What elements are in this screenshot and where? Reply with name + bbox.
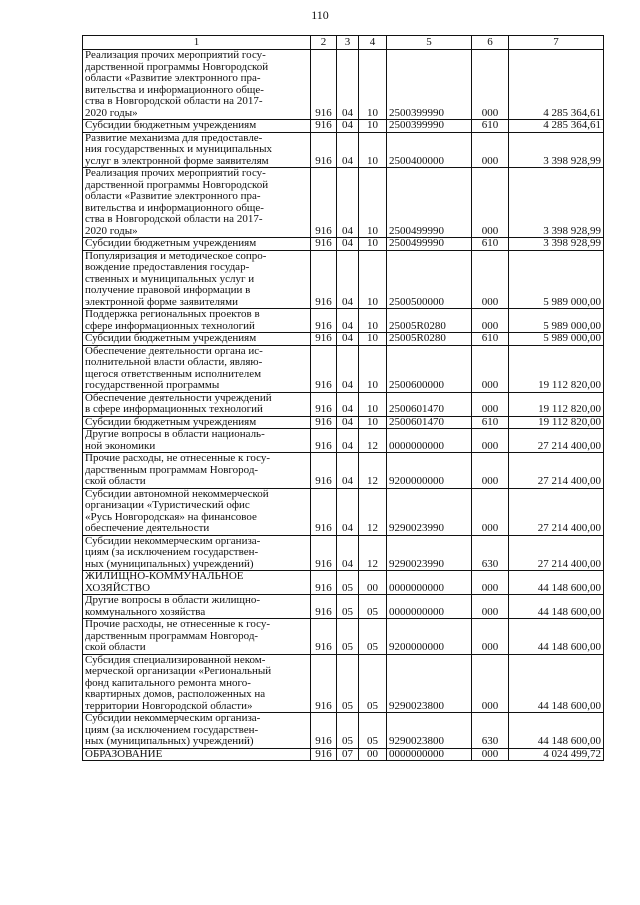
row-name-line: дарственной программы Новгородской [85,178,269,191]
header-col-4: 4 [359,36,387,50]
subsection-code-cell: 05 [359,654,387,713]
expense-type-code-cell: 000 [472,392,509,416]
row-name-line: Развитие механизма для предоставле- [85,132,263,144]
target-item-code-cell: 9290023990 [387,535,472,571]
table-row [83,535,604,571]
header-col-3: 3 [337,36,359,50]
row-name-cell [83,238,311,251]
target-item-code-cell: 2500601470 [387,416,472,429]
amount-cell: 27 214 400,00 [509,488,604,535]
expense-type-code-cell: 000 [472,132,509,168]
expense-type-code-cell: 000 [472,748,509,761]
row-name-cell [83,120,311,133]
ministry-code-cell: 916 [311,453,337,489]
section-code-cell: 05 [337,713,359,749]
amount-cell: 19 112 820,00 [509,345,604,392]
subsection-code-cell: 10 [359,132,387,168]
expense-type-code-cell: 000 [472,453,509,489]
ministry-code-cell: 916 [311,619,337,655]
amount-cell: 19 112 820,00 [509,392,604,416]
row-name-line: ОБРАЗОВАНИЕ [85,748,163,760]
budget-table [82,35,604,761]
table-row [83,595,604,619]
amount-cell: 44 148 600,00 [509,654,604,713]
target-item-code-cell: 25005R0280 [387,309,472,333]
amount-cell: 5 989 000,00 [509,250,604,309]
row-name-line: коммунального хозяйства [85,605,206,618]
ministry-code-cell: 916 [311,416,337,429]
section-code-cell: 04 [337,238,359,251]
expense-type-code-cell: 000 [472,50,509,120]
section-code-cell: 05 [337,571,359,595]
row-name-line: ственных и муниципальных услуг и [85,272,255,285]
expense-type-code-cell: 000 [472,250,509,309]
row-name-line: вительства и информационного обще- [85,201,264,214]
ministry-code-cell: 916 [311,429,337,453]
target-item-code-cell: 2500500000 [387,250,472,309]
ministry-code-cell: 916 [311,309,337,333]
section-code-cell: 04 [337,453,359,489]
ministry-code-cell: 916 [311,748,337,761]
section-code-cell: 04 [337,309,359,333]
row-name-line: 2020 годы» [85,106,138,119]
ministry-code-cell: 916 [311,392,337,416]
subsection-code-cell: 10 [359,50,387,120]
table-row [83,571,604,595]
ministry-code-cell: 916 [311,120,337,133]
row-name-cell [83,250,311,309]
row-name-line: Субсидии автономной некоммерческой [85,488,269,500]
table-row [83,333,604,346]
row-name-cell [83,595,311,619]
row-name-line: циям (за исключением государствен- [85,723,259,736]
expense-type-code-cell: 000 [472,429,509,453]
subsection-code-cell: 10 [359,238,387,251]
subsection-code-cell: 00 [359,748,387,761]
table-row [83,416,604,429]
row-name-line: Субсидии бюджетным учреждениям [85,237,257,249]
row-name-line: дарственной программы Новгородской [85,60,269,73]
amount-cell: 4 024 499,72 [509,748,604,761]
section-code-cell: 04 [337,132,359,168]
row-name-line: 2020 годы» [85,224,138,237]
section-code-cell: 04 [337,488,359,535]
subsection-code-cell: 10 [359,416,387,429]
amount-cell: 3 398 928,99 [509,168,604,238]
row-name-line: Субсидия специализированной неком- [85,654,266,666]
target-item-code-cell: 0000000000 [387,571,472,595]
subsection-code-cell: 12 [359,488,387,535]
table-row [83,345,604,392]
ministry-code-cell: 916 [311,488,337,535]
row-name-line: организации «Туристический офис [85,499,250,511]
row-name-line: мерческой организации «Региональный [85,665,272,677]
section-code-cell: 04 [337,168,359,238]
subsection-code-cell: 12 [359,429,387,453]
row-name-line: получение правовой информации в [85,284,251,296]
table-row [83,238,604,251]
subsection-code-cell: 10 [359,120,387,133]
row-name-line: сфере информационных технологий [85,319,255,332]
ministry-code-cell: 916 [311,535,337,571]
subsection-code-cell: 10 [359,168,387,238]
amount-cell: 3 398 928,99 [509,132,604,168]
row-name-cell [83,619,311,655]
section-code-cell: 04 [337,429,359,453]
section-code-cell: 05 [337,595,359,619]
row-name-line: Субсидии бюджетным учреждениям [85,332,257,344]
row-name-line: территории Новгородской области» [85,699,253,712]
ministry-code-cell: 916 [311,50,337,120]
subsection-code-cell: 10 [359,333,387,346]
amount-cell: 27 214 400,00 [509,535,604,571]
row-name-line: полнительной власти области, являю- [85,356,263,368]
target-item-code-cell: 9290023800 [387,713,472,749]
target-item-code-cell: 0000000000 [387,429,472,453]
table-row [83,120,604,133]
row-name-line: ства в Новгородской области на 2017- [85,213,263,225]
ministry-code-cell: 916 [311,345,337,392]
table-row [83,453,604,489]
expense-type-code-cell: 610 [472,238,509,251]
target-item-code-cell: 9290023990 [387,488,472,535]
row-name-line: Субсидии некоммерческим организа- [85,535,261,547]
section-code-cell: 04 [337,250,359,309]
row-name-cell [83,488,311,535]
header-col-2: 2 [311,36,337,50]
row-name-line: щегося ответственным исполнителем [85,367,262,380]
target-item-code-cell: 2500399990 [387,50,472,120]
subsection-code-cell: 12 [359,453,387,489]
row-name-line: электронной форме заявителями [85,295,238,308]
row-name-line: ния государственных и муниципальных [85,143,273,155]
ministry-code-cell: 916 [311,238,337,251]
amount-cell: 27 214 400,00 [509,453,604,489]
subsection-code-cell: 10 [359,345,387,392]
target-item-code-cell: 2500499990 [387,168,472,238]
row-name-line: Субсидии некоммерческим организа- [85,712,261,724]
ministry-code-cell: 916 [311,333,337,346]
subsection-code-cell: 10 [359,309,387,333]
amount-cell: 44 148 600,00 [509,595,604,619]
target-item-code-cell: 2500399990 [387,120,472,133]
table-row [83,713,604,749]
row-name-cell [83,416,311,429]
row-name-line: Другие вопросы в области жилищно- [85,594,261,606]
row-name-line: вительства и информационного обще- [85,83,264,96]
row-name-line: обеспечение деятельности [85,522,210,534]
row-name-cell [83,748,311,761]
row-name-cell [83,345,311,392]
header-col-1: 1 [83,36,311,50]
row-name-cell [83,168,311,238]
row-name-line: дарственным программам Новгород- [85,629,259,642]
row-name-line: ской области [85,475,146,487]
table-row [83,309,604,333]
target-item-code-cell: 9200000000 [387,453,472,489]
row-name-line: Прочие расходы, не отнесенные к госу- [85,452,271,464]
amount-cell: 44 148 600,00 [509,619,604,655]
target-item-code-cell: 2500601470 [387,392,472,416]
expense-type-code-cell: 000 [472,654,509,713]
table-row [83,654,604,713]
row-name-line: ства в Новгородской области на 2017- [85,95,263,107]
section-code-cell: 04 [337,50,359,120]
expense-type-code-cell: 000 [472,168,509,238]
section-code-cell: 05 [337,619,359,655]
row-name-cell [83,654,311,713]
expense-type-code-cell: 630 [472,535,509,571]
row-name-line: ных (муниципальных) учреждений) [85,557,254,570]
amount-cell: 19 112 820,00 [509,416,604,429]
target-item-code-cell: 9290023800 [387,654,472,713]
table-row [83,392,604,416]
row-name-cell [83,392,311,416]
row-name-cell [83,713,311,749]
expense-type-code-cell: 000 [472,345,509,392]
ministry-code-cell: 916 [311,132,337,168]
subsection-code-cell: 00 [359,571,387,595]
expense-type-code-cell: 630 [472,713,509,749]
table-row [83,132,604,168]
row-name-cell [83,571,311,595]
expense-type-code-cell: 610 [472,120,509,133]
table-row [83,748,604,761]
section-code-cell: 05 [337,654,359,713]
section-code-cell: 04 [337,535,359,571]
table-row [83,619,604,655]
row-name-cell [83,50,311,120]
table-row [83,50,604,120]
table-row [83,488,604,535]
ministry-code-cell: 916 [311,168,337,238]
target-item-code-cell: 9200000000 [387,619,472,655]
row-name-line: квартирных домов, расположенных на [85,688,266,700]
amount-cell: 5 989 000,00 [509,309,604,333]
ministry-code-cell: 916 [311,571,337,595]
expense-type-code-cell: 000 [472,595,509,619]
row-name-line: ной экономики [85,439,156,452]
expense-type-code-cell: 000 [472,619,509,655]
row-name-line: ных (муниципальных) учреждений) [85,735,254,747]
header-col-7: 7 [509,36,604,50]
row-name-line: фонд капитального ремонта много- [85,676,251,689]
row-name-line: Реализация прочих мероприятий госу- [85,167,266,179]
row-name-cell [83,132,311,168]
row-name-line: Субсидии бюджетным учреждениям [85,119,257,131]
row-name-line: дарственным программам Новгород- [85,463,259,476]
row-name-cell [83,535,311,571]
row-name-cell [83,429,311,453]
target-item-code-cell: 0000000000 [387,748,472,761]
section-code-cell: 04 [337,345,359,392]
expense-type-code-cell: 000 [472,488,509,535]
section-code-cell: 04 [337,333,359,346]
section-code-cell: 04 [337,120,359,133]
subsection-code-cell: 05 [359,595,387,619]
expense-type-code-cell: 610 [472,333,509,346]
subsection-code-cell: 12 [359,535,387,571]
expense-type-code-cell: 000 [472,309,509,333]
row-name-line: государственной программы [85,379,220,391]
row-name-line: ЖИЛИЩНО-КОММУНАЛЬНОЕ [85,570,244,582]
target-item-code-cell: 0000000000 [387,595,472,619]
amount-cell: 3 398 928,99 [509,238,604,251]
row-name-line: области «Развитие электронного пра- [85,190,261,202]
row-name-line: ХОЗЯЙСТВО [85,581,151,594]
amount-cell: 44 148 600,00 [509,571,604,595]
row-name-line: Другие вопросы в области националь- [85,428,265,440]
subsection-code-cell: 10 [359,392,387,416]
amount-cell: 4 285 364,61 [509,50,604,120]
target-item-code-cell: 2500499990 [387,238,472,251]
table-row [83,250,604,309]
amount-cell: 5 989 000,00 [509,333,604,346]
row-name-line: Популяризация и методическое сопро- [85,250,267,262]
row-name-line: Реализация прочих мероприятий госу- [85,49,266,61]
row-name-line: вождение предоставления государ- [85,261,250,273]
target-item-code-cell: 2500400000 [387,132,472,168]
expense-type-code-cell: 610 [472,416,509,429]
ministry-code-cell: 916 [311,654,337,713]
header-col-5: 5 [387,36,472,50]
row-name-line: Субсидии бюджетным учреждениям [85,416,257,428]
target-item-code-cell: 25005R0280 [387,333,472,346]
row-name-cell [83,309,311,333]
row-name-line: в сфере информационных технологий [85,403,263,415]
row-name-line: циям (за исключением государствен- [85,546,259,558]
row-name-line: Обеспечение деятельности учреждений [85,392,272,404]
table-header-row [83,36,604,50]
expense-type-code-cell: 000 [472,571,509,595]
row-name-line: услуг в электронной форме заявителям [85,154,269,167]
header-col-6: 6 [472,36,509,50]
ministry-code-cell: 916 [311,713,337,749]
row-name-line: области «Развитие электронного пра- [85,72,261,84]
subsection-code-cell: 05 [359,619,387,655]
row-name-cell [83,333,311,346]
subsection-code-cell: 10 [359,250,387,309]
section-code-cell: 04 [337,392,359,416]
amount-cell: 27 214 400,00 [509,429,604,453]
page-number: 110 [311,8,329,22]
row-name-line: Обеспечение деятельности органа ис- [85,345,263,357]
ministry-code-cell: 916 [311,250,337,309]
row-name-line: Поддержка региональных проектов в [85,308,260,320]
table-row [83,168,604,238]
section-code-cell: 07 [337,748,359,761]
subsection-code-cell: 05 [359,713,387,749]
row-name-line: «Русь Новгородская» на финансовое [85,510,257,523]
amount-cell: 4 285 364,61 [509,120,604,133]
row-name-line: Прочие расходы, не отнесенные к госу- [85,618,271,630]
row-name-line: ской области [85,641,146,653]
ministry-code-cell: 916 [311,595,337,619]
target-item-code-cell: 2500600000 [387,345,472,392]
section-code-cell: 04 [337,416,359,429]
amount-cell: 44 148 600,00 [509,713,604,749]
table-row [83,429,604,453]
row-name-cell [83,453,311,489]
